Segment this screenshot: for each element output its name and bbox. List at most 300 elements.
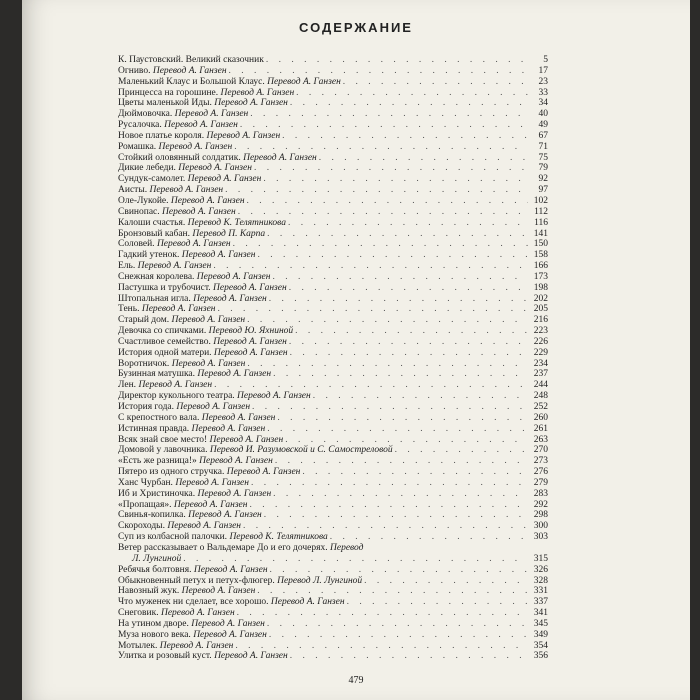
toc-story-title: Гадкий утенок.	[118, 250, 180, 261]
toc-page-number: 270	[533, 445, 548, 456]
toc-story-title: Воротничок.	[118, 358, 170, 369]
toc-entry-title	[118, 586, 255, 597]
toc-page-number: 261	[533, 423, 548, 434]
toc-translator: Перевод А. Ганзен	[213, 347, 288, 358]
toc-story-title: Девочка со спичками.	[118, 326, 207, 337]
toc-page-number: 315	[533, 553, 548, 564]
toc-entry	[118, 478, 548, 489]
toc-entry-title	[118, 521, 241, 532]
toc-entry	[118, 142, 548, 153]
dot-leader	[347, 597, 528, 608]
toc-entry-title	[118, 532, 328, 543]
toc-entry-title	[118, 261, 211, 272]
toc-translator: Перевод А. Ганзен	[173, 499, 248, 510]
toc-translator: Перевод А. Ганзен	[197, 488, 272, 499]
toc-page-number: 79	[538, 163, 548, 174]
toc-entry	[118, 131, 548, 142]
toc-entry	[118, 66, 548, 77]
toc-entry-title	[118, 630, 267, 641]
toc-translator: Перевод А. Ганзен	[191, 423, 266, 434]
toc-entry-title	[118, 554, 181, 565]
toc-story-title: Что муженек ни сделает, все хорошо.	[118, 597, 269, 608]
dot-leader	[234, 142, 528, 153]
toc-page-number: 234	[533, 358, 548, 369]
toc-story-title: Снежная королева.	[118, 271, 195, 282]
toc-translator: Перевод А. Ганзен	[243, 152, 317, 163]
toc-translator: Перевод А. Ганзен	[181, 586, 256, 597]
toc-page-number: 71	[538, 141, 548, 152]
toc-entry-title	[118, 207, 236, 218]
toc-entry	[118, 272, 548, 283]
toc-entry	[118, 402, 548, 413]
toc-translator: Перевод А. Ганзен	[174, 109, 249, 120]
dot-leader	[290, 651, 528, 662]
toc-page-number: 326	[533, 564, 548, 575]
toc-entry	[118, 261, 548, 272]
toc-entry	[118, 619, 548, 630]
dot-leader	[257, 586, 528, 597]
toc-entry	[118, 315, 548, 326]
toc-page-number: 279	[533, 477, 548, 488]
toc-entry-title	[118, 380, 212, 391]
toc-story-title: Лен.	[118, 380, 137, 391]
toc-translator: Перевод А. Ганзен	[162, 206, 236, 217]
toc-story-title: «Пропащая».	[118, 499, 172, 510]
toc-entry	[118, 651, 548, 662]
dot-leader	[288, 218, 528, 229]
dot-leader	[225, 185, 528, 196]
toc-translator: Перевод А. Ганзен	[170, 195, 245, 206]
toc-story-title: Старый дом.	[118, 315, 170, 326]
toc-translator: Перевод А. Ганзен	[159, 640, 234, 651]
toc-page-number: 337	[533, 597, 548, 608]
toc-translator: Перевод А. Ганзен	[175, 477, 249, 488]
toc-story-title: Соловей.	[118, 239, 155, 250]
page-heading: СОДЕРЖАНИЕ	[299, 20, 413, 35]
toc-page-number: 202	[533, 293, 548, 304]
toc-entry-title	[118, 120, 238, 131]
toc-story-title: Свинья-копилка.	[118, 510, 186, 521]
toc-entry	[118, 413, 548, 424]
dot-leader	[343, 77, 528, 88]
toc-translator: Перевод А. Ганзен	[171, 358, 246, 369]
dot-leader	[247, 196, 528, 207]
toc-page-number: 248	[533, 391, 548, 402]
toc-entry	[118, 510, 548, 521]
toc-translator: Перевод А. Ганзен	[214, 651, 288, 662]
dot-leader	[277, 413, 528, 424]
toc-story-title: Ханс Чурбан.	[118, 477, 173, 488]
toc-entry	[118, 391, 548, 402]
toc-entry-title	[118, 185, 223, 196]
toc-page-number: 198	[533, 282, 548, 293]
toc-page-number: 34	[538, 98, 548, 109]
toc-translator: Перевод Ю. Яхниной	[208, 326, 294, 337]
dot-leader	[267, 424, 528, 435]
dot-leader	[213, 261, 528, 272]
toc-entry	[118, 326, 548, 337]
dot-leader	[247, 359, 528, 370]
toc-story-title: Директор кукольного театра.	[118, 391, 235, 402]
toc-entry-title	[118, 315, 245, 326]
toc-translator: Перевод А. Ганзен	[191, 618, 265, 629]
toc-translator: Перевод К. Телятникова	[229, 532, 328, 543]
dot-leader	[267, 619, 528, 630]
toc-story-title: Скороходы.	[118, 521, 165, 532]
toc-story-title: Ромашка.	[118, 141, 157, 152]
toc-entry-title	[118, 435, 283, 446]
dot-leader	[395, 445, 528, 456]
toc-entry-title	[118, 456, 273, 467]
dot-leader	[282, 131, 528, 142]
toc-story-title: Истинная правда.	[118, 423, 190, 434]
toc-page-number: 223	[533, 326, 548, 337]
toc-page-number: 298	[533, 510, 548, 521]
dot-leader	[269, 630, 528, 641]
toc-entry-title	[118, 294, 267, 305]
toc-entry-title	[118, 77, 341, 88]
toc-entry-title	[118, 283, 287, 294]
toc-story-title: Дюймовочка.	[118, 109, 173, 120]
toc-translator: Перевод А. Ганзен	[196, 271, 271, 282]
toc-translator: Перевод А. Ганзен	[226, 467, 301, 478]
toc-entry	[118, 608, 548, 619]
toc-entry	[118, 174, 548, 185]
toc-story-title: Мотылек.	[118, 640, 158, 651]
toc-story-title: Счастливое семейство.	[118, 336, 211, 347]
toc-story-title: Пятеро из одного стручка.	[118, 467, 225, 478]
toc-entry	[118, 359, 548, 370]
toc-page-number: 349	[533, 629, 548, 640]
toc-page-number: 341	[533, 608, 548, 619]
toc-entry-title	[118, 326, 293, 337]
toc-page-number: 173	[533, 271, 548, 282]
toc-entry-title	[118, 55, 264, 66]
toc-story-title: Огниво.	[118, 65, 151, 76]
dot-leader	[364, 576, 528, 587]
dot-leader	[237, 608, 528, 619]
dot-leader	[263, 174, 528, 185]
toc-entry	[118, 576, 548, 587]
toc-entry-title	[118, 576, 362, 587]
toc-translator: Перевод А. Ганзен	[209, 434, 284, 445]
toc-translator: Перевод А. Ганзен	[197, 369, 272, 380]
toc-entry	[118, 532, 548, 543]
toc-story-title: Тень.	[118, 304, 140, 315]
toc-entry	[118, 207, 548, 218]
toc-story-title: Аисты.	[118, 185, 148, 196]
toc-translator: Перевод А. Ганзен	[237, 391, 311, 402]
toc-entry	[118, 239, 548, 250]
toc-translator: Перевод К. Телятникова	[187, 217, 286, 228]
toc-page-number: 252	[533, 402, 548, 412]
dot-leader	[233, 239, 528, 250]
dot-leader	[313, 391, 528, 402]
toc-entry	[118, 424, 548, 435]
toc-page-number: 40	[538, 109, 548, 120]
page-number: 479	[348, 675, 364, 686]
toc-entry-title	[118, 142, 232, 153]
toc-story-title: «Есть же разница!»	[118, 456, 197, 467]
toc-story-title: К. Паустовский. Великий сказочник	[118, 55, 264, 65]
toc-entry-title	[118, 348, 288, 359]
toc-page-number: 97	[538, 185, 548, 196]
dot-leader	[264, 510, 528, 521]
toc-story-title: Муза нового века.	[118, 629, 191, 640]
toc-translator: Перевод А. Ганзен	[171, 315, 246, 326]
toc-entry-title	[118, 272, 270, 283]
toc-story-title: Бронзовый кабан.	[118, 228, 191, 239]
toc-story-title: Ветер рассказывает о Вальдемаре До и его дочерях.	[118, 542, 328, 553]
toc-translator: Перевод А. Ганзен	[188, 510, 262, 521]
toc-translator: Перевод А. Ганзен	[164, 120, 238, 131]
toc-entry	[118, 163, 548, 174]
toc-page-number: 273	[533, 456, 548, 467]
toc-page-number: 75	[538, 152, 548, 163]
toc-entry	[118, 586, 548, 597]
toc-entry	[118, 88, 548, 99]
toc-story-title: С крепостного вала.	[118, 412, 200, 423]
toc-entry-title	[118, 250, 255, 261]
toc-story-title: Штопальная игла.	[118, 293, 191, 304]
toc-story-title: Иб и Христиночка.	[118, 488, 196, 499]
toc-entry-title	[118, 239, 231, 250]
toc-entry	[118, 250, 548, 261]
toc-entry-title	[118, 131, 280, 142]
toc-page-number: 345	[533, 618, 548, 629]
toc-translator: Перевод А. Ганзен	[137, 261, 212, 272]
toc-entry	[118, 294, 548, 305]
toc-translator: Перевод А. Ганзен	[160, 608, 235, 619]
toc-entry-title	[118, 478, 249, 489]
toc-entry	[118, 369, 548, 380]
toc-translator: Перевод А. Ганзен	[270, 597, 345, 608]
dot-leader	[254, 163, 528, 174]
toc-entry	[118, 348, 548, 359]
dot-leader	[296, 88, 528, 99]
toc-translator: Л. Лунгиной	[132, 553, 182, 564]
toc-page-number: 116	[534, 217, 548, 228]
toc-entry-title	[118, 174, 261, 185]
toc-page-number: 67	[538, 130, 548, 141]
dot-leader	[238, 207, 528, 218]
toc-page-number: 102	[533, 195, 548, 206]
dot-leader	[218, 304, 529, 315]
dot-leader	[269, 294, 528, 305]
toc-page-number: 112	[534, 206, 548, 217]
toc-entry-title	[118, 163, 252, 174]
toc-page-number: 158	[533, 250, 548, 261]
toc-entry-title	[118, 608, 235, 619]
toc-entry	[118, 98, 548, 109]
toc-story-title: Домовой у лавочника.	[118, 445, 208, 456]
toc-story-title: Ребячья болтовня.	[118, 564, 192, 575]
toc-story-title: Улитка и розовый куст.	[118, 651, 212, 662]
toc-entry-title	[118, 402, 250, 413]
dot-leader	[289, 337, 528, 348]
toc-entry	[118, 630, 548, 641]
toc-entry	[118, 218, 548, 229]
toc-page-number: 141	[533, 228, 548, 239]
toc-entry-title	[118, 510, 262, 521]
toc-translator: Перевод А. Ганзен	[193, 293, 267, 304]
toc-translator: Перевод А. Ганзен	[156, 239, 231, 250]
toc-entry-title	[118, 391, 311, 402]
toc-story-title: На утином дворе.	[118, 618, 189, 629]
dot-leader	[235, 641, 528, 652]
dot-leader	[214, 380, 528, 391]
dot-leader	[252, 402, 528, 413]
toc-translator: Перевод А. Ганзен	[213, 336, 287, 347]
toc-translator: Перевод А. Ганзен	[138, 380, 213, 391]
toc-story-title: Всяк знай свое место!	[118, 434, 208, 445]
toc-translator: Перевод А. Ганзен	[176, 402, 251, 412]
toc-entry-title	[118, 109, 248, 120]
toc-translator: Перевод	[330, 542, 364, 553]
toc-story-title: Оле-Лукойе.	[118, 195, 169, 206]
toc-story-title: Дикие лебеди.	[118, 163, 176, 174]
toc-translator: Перевод А. Ганзен	[193, 564, 268, 575]
toc-story-title: Ель.	[118, 261, 136, 272]
dot-leader	[330, 532, 528, 543]
dot-leader	[273, 489, 528, 500]
toc-entry-title	[118, 651, 288, 662]
toc-story-title: Обыкновенный петух и петух-флюгер.	[118, 575, 275, 586]
toc-entry	[118, 445, 548, 456]
dot-leader	[295, 326, 528, 337]
toc-page-number: 92	[538, 174, 548, 185]
toc-translator: Перевод А. Ганзен	[141, 304, 216, 315]
toc-entry	[118, 304, 548, 315]
toc-story-title: Маленький Клаус и Большой Клаус.	[118, 76, 265, 87]
toc-translator: Перевод А. Ганзен	[214, 98, 288, 109]
dot-leader	[272, 272, 528, 283]
toc-page-number: 229	[533, 347, 548, 358]
toc-entry-title	[118, 489, 271, 500]
toc-page-number: 49	[538, 120, 548, 131]
dot-leader	[247, 315, 528, 326]
toc-entry	[118, 337, 548, 348]
dot-leader	[249, 500, 528, 511]
toc-page-number: 356	[533, 651, 548, 662]
toc-entry-title	[118, 218, 286, 229]
dot-leader	[285, 435, 528, 446]
toc-entry	[118, 500, 548, 511]
toc-story-title: Навозный жук.	[118, 586, 180, 597]
toc-story-title: Новое платье короля.	[118, 130, 205, 141]
toc-entry-title	[118, 153, 317, 164]
dot-leader	[319, 153, 528, 164]
toc-translator: Перевод Л. Лунгиной	[277, 575, 363, 586]
toc-entry-title	[118, 413, 275, 424]
dot-leader	[243, 521, 528, 532]
toc-entry	[118, 196, 548, 207]
dot-leader	[251, 478, 528, 489]
toc-entry	[118, 565, 548, 576]
toc-entry-title	[118, 597, 345, 608]
toc-page-number: 226	[533, 336, 548, 347]
toc-translator: Перевод А. Ганзен	[206, 130, 281, 141]
toc-entry-title	[118, 369, 271, 380]
toc-page-number: 205	[533, 304, 548, 315]
toc-translator: Перевод А. Ганзен	[201, 412, 276, 423]
toc-story-title: Цветы маленькой Иды.	[118, 98, 212, 109]
toc-translator: Перевод А. Ганзен	[178, 163, 252, 174]
toc-story-title: Бузинная матушка.	[118, 369, 196, 380]
toc-entry	[118, 597, 548, 608]
toc-page-number: 166	[533, 261, 548, 272]
toc-entry-title	[118, 98, 288, 109]
toc-entry-title	[118, 619, 265, 630]
toc-page-number: 300	[533, 521, 548, 532]
toc-page-number: 33	[538, 87, 548, 98]
toc-entry	[118, 229, 548, 240]
dot-leader	[273, 369, 528, 380]
toc-translator: Перевод И. Разумовской и С. Самостреловой	[209, 445, 393, 456]
toc-page-number: 237	[533, 369, 548, 380]
toc-story-title: Снеговик.	[118, 608, 159, 619]
toc-entry	[118, 380, 548, 391]
dot-leader	[290, 348, 528, 359]
toc-page-number: 292	[533, 499, 548, 510]
toc-entry	[118, 489, 548, 500]
toc-entry-title	[118, 88, 294, 99]
toc-entry	[118, 153, 548, 164]
dot-leader	[267, 229, 528, 240]
dot-leader	[229, 66, 528, 77]
toc-entry-title	[118, 337, 287, 348]
toc-story-title: История года.	[118, 402, 174, 412]
toc-story-title: Свинопас.	[118, 206, 160, 217]
toc-entry	[118, 467, 548, 478]
toc-page-number: 331	[533, 586, 548, 597]
dot-leader	[183, 554, 528, 565]
toc-entry-title	[118, 641, 233, 652]
toc-entry-title	[118, 359, 245, 370]
toc-page-number: 276	[533, 467, 548, 478]
toc-translator: Перевод А. Ганзен	[193, 629, 267, 640]
dot-leader	[257, 250, 528, 261]
toc-translator: Перевод А. Ганзен	[158, 141, 233, 152]
toc-story-title: Пастушка и трубочист.	[118, 282, 211, 293]
toc-translator: Перевод А. Ганзен	[220, 87, 295, 98]
toc-entry	[118, 543, 548, 554]
toc-entry	[118, 641, 548, 652]
toc-entry	[118, 521, 548, 532]
toc-page-number: 150	[533, 239, 548, 250]
toc-entry	[118, 109, 548, 120]
toc-translator: Перевод А. Ганзен	[213, 282, 287, 293]
toc-page-number: 328	[533, 575, 548, 586]
toc-page-number: 5	[543, 55, 548, 65]
dot-leader	[270, 565, 528, 576]
toc-story-title: Суп из колбасной палочки.	[118, 532, 228, 543]
toc-entry	[118, 55, 548, 66]
toc-entry-title	[118, 543, 363, 554]
toc-page-number: 303	[533, 532, 548, 543]
toc-translator: Перевод А. Ганзен	[187, 174, 262, 185]
dot-leader	[275, 456, 528, 467]
toc-story-title: Стойкий оловянный солдатик.	[118, 152, 241, 163]
toc-story-title: Принцесса на горошине.	[118, 87, 219, 98]
toc-entry-title	[118, 467, 300, 478]
toc-entry	[118, 185, 548, 196]
toc-entry-title	[118, 229, 265, 240]
toc-translator: Перевод А. Ганзен	[199, 456, 273, 467]
dot-leader	[240, 120, 528, 131]
toc-translator: Перевод А. Ганзен	[167, 521, 241, 532]
toc-entry	[118, 283, 548, 294]
